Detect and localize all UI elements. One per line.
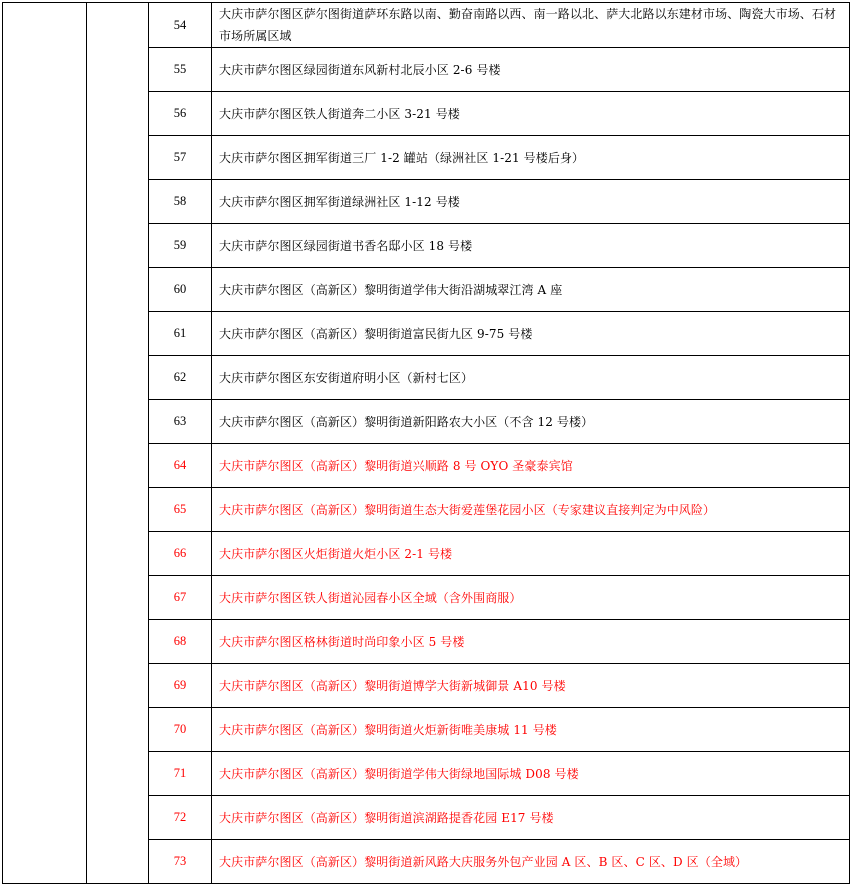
row-address: 大庆市萨尔图区东安街道府明小区（新村七区） [212, 356, 850, 400]
risk-area-table [2, 2, 850, 884]
row-address: 大庆市萨尔图区（高新区）黎明街道火炬新街唯美康城 11 号楼 [212, 708, 850, 752]
row-number: 70 [149, 708, 212, 752]
row-address: 大庆市萨尔图区（高新区）黎明街道学伟大街沿湖城翠江湾 A 座 [212, 268, 850, 312]
row-address: 大庆市萨尔图区火炬街道火炬小区 2-1 号楼 [212, 532, 850, 576]
row-number: 72 [149, 796, 212, 840]
row-number: 65 [149, 488, 212, 532]
row-address: 大庆市萨尔图区格林街道时尚印象小区 5 号楼 [212, 620, 850, 664]
row-number: 66 [149, 532, 212, 576]
row-address: 大庆市萨尔图区（高新区）黎明街道学伟大街绿地国际城 D08 号楼 [212, 752, 850, 796]
row-address: 大庆市萨尔图区绿园街道书香名邸小区 18 号楼 [212, 224, 850, 268]
row-number: 56 [149, 92, 212, 136]
row-address: 大庆市萨尔图区（高新区）黎明街道新风路大庆服务外包产业园 A 区、B 区、C 区、D 区（全域） [212, 840, 850, 884]
row-number: 55 [149, 48, 212, 92]
table-body [3, 3, 850, 884]
row-number: 71 [149, 752, 212, 796]
row-number: 59 [149, 224, 212, 268]
row-address: 大庆市萨尔图区铁人街道沁园春小区全域（含外围商服） [212, 576, 850, 620]
row-number: 54 [149, 3, 212, 48]
row-address: 大庆市萨尔图区（高新区）黎明街道博学大街新城御景 A10 号楼 [212, 664, 850, 708]
row-number: 64 [149, 444, 212, 488]
row-address: 大庆市萨尔图区（高新区）黎明街道生态大街爱莲堡花园小区（专家建议直接判定为中风险） [212, 488, 850, 532]
row-number: 60 [149, 268, 212, 312]
row-address: 大庆市萨尔图区萨尔图街道萨环东路以南、勤奋南路以西、南一路以北、萨大北路以东建材市场、陶瓷大市场、石材市场所属区域 [212, 3, 850, 48]
row-number: 69 [149, 664, 212, 708]
row-number: 73 [149, 840, 212, 884]
row-number: 67 [149, 576, 212, 620]
row-address: 大庆市萨尔图区（高新区）黎明街道富民街九区 9-75 号楼 [212, 312, 850, 356]
row-address: 大庆市萨尔图区（高新区）黎明街道新阳路农大小区（不含 12 号楼） [212, 400, 850, 444]
row-address: 大庆市萨尔图区拥军街道绿洲社区 1-12 号楼 [212, 180, 850, 224]
row-address: 大庆市萨尔图区（高新区）黎明街道滨湖路提香花园 E17 号楼 [212, 796, 850, 840]
row-address: 大庆市萨尔图区拥军街道三厂 1-2 罐站（绿洲社区 1-21 号楼后身） [212, 136, 850, 180]
table-row [3, 3, 850, 48]
row-number: 61 [149, 312, 212, 356]
row-address: 大庆市萨尔图区铁人街道奔二小区 3-21 号楼 [212, 92, 850, 136]
address-table-container [2, 2, 850, 884]
merged-category-cell [87, 3, 149, 884]
row-number: 57 [149, 136, 212, 180]
row-number: 63 [149, 400, 212, 444]
row-address: 大庆市萨尔图区绿园街道东风新村北辰小区 2-6 号楼 [212, 48, 850, 92]
row-number: 62 [149, 356, 212, 400]
merged-region-cell [3, 3, 87, 884]
row-number: 68 [149, 620, 212, 664]
row-address: 大庆市萨尔图区（高新区）黎明街道兴顺路 8 号 OYO 圣豪泰宾馆 [212, 444, 850, 488]
row-number: 58 [149, 180, 212, 224]
